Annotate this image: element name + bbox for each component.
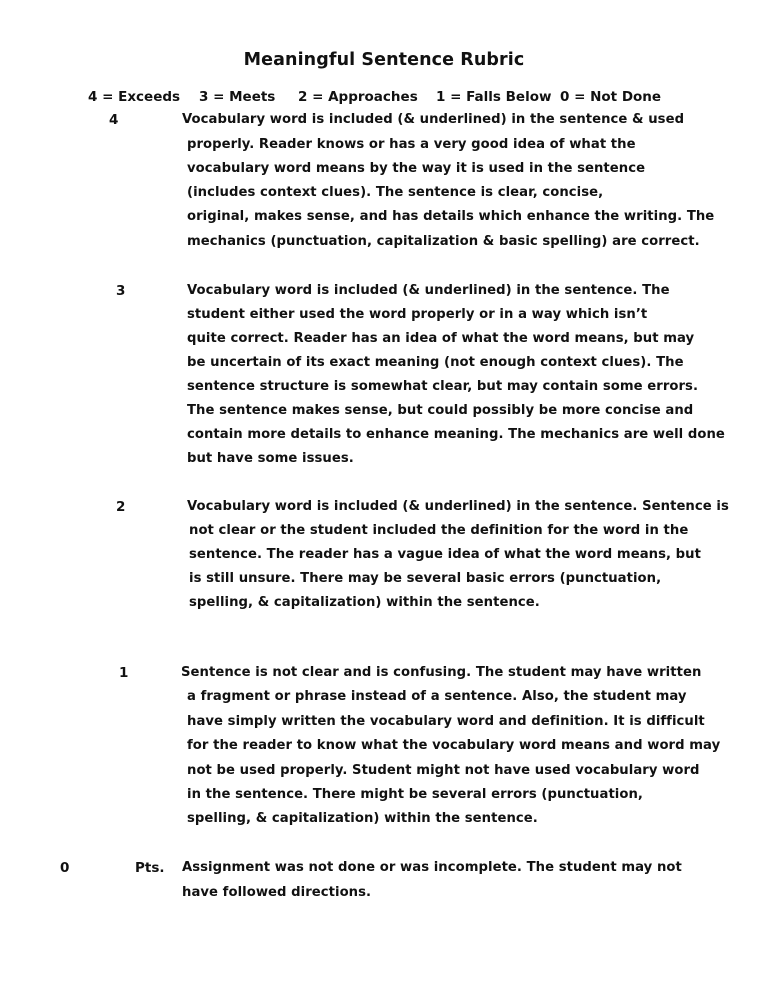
criteria-line: for the reader to know what the vocabulary word means and word may [187,738,721,753]
criteria-line: have followed directions. [182,885,372,900]
criteria-line: but have some issues. [187,451,354,466]
scale-falls-below: 1 = Falls Below [436,89,552,105]
criteria-line: sentence. The reader has a vague idea of what the word means, but [189,547,701,562]
criteria-line: Vocabulary word is included (& underlined) in the sentence. Sentence is [187,499,729,514]
criteria-line: in the sentence. There might be several errors (punctuation, [187,787,643,802]
scale-not-done: 0 = Not Done [560,89,662,105]
scale-meets: 3 = Meets [199,89,276,105]
scale-approaches: 2 = Approaches [298,89,418,105]
scale-exceeds: 4 = Exceeds [88,89,181,105]
score-label: 0 [60,860,70,876]
page-title: Meaningful Sentence Rubric [243,50,525,70]
criteria-line: sentence structure is somewhat clear, but may contain some errors. [187,379,699,394]
criteria-line: contain more details to enhance meaning. The mechanics are well done [187,427,725,442]
score-suffix: Pts. [135,860,165,876]
score-label: 2 [116,499,126,515]
criteria-line: Vocabulary word is included (& underlined) in the sentence. The [187,283,670,298]
criteria-line: not clear or the student included the definition for the word in the [189,523,689,538]
score-label: 1 [119,665,129,681]
criteria-line: quite correct. Reader has an idea of what the word means, but may [187,331,695,346]
criteria-line: Vocabulary word is included (& underlined) in the sentence & used [182,112,685,127]
criteria-line: Sentence is not clear and is confusing. The student may have written [181,665,702,680]
criteria-line: have simply written the vocabulary word and definition. It is difficult [187,714,705,729]
criteria-line: The sentence makes sense, but could possibly be more concise and [187,403,694,418]
criteria-line: a fragment or phrase instead of a sentence. Also, the student may [187,689,687,704]
criteria-line: original, makes sense, and has details which enhance the writing. The [187,209,715,224]
criteria-line: spelling, & capitalization) within the sentence. [189,595,540,610]
score-label: 3 [116,283,126,299]
criteria-line: spelling, & capitalization) within the sentence. [187,811,538,826]
criteria-line: Assignment was not done or was incomplete. The student may not [182,860,682,875]
criteria-line: student either used the word properly or in a way which isn’t [187,307,648,322]
criteria-line: not be used properly. Student might not have used vocabulary word [187,763,700,778]
criteria-line: mechanics (punctuation, capitalization & basic spelling) are correct. [187,234,700,249]
criteria-line: be uncertain of its exact meaning (not enough context clues). The [187,355,684,370]
criteria-line: (includes context clues). The sentence is clear, concise, [187,185,604,200]
criteria-line: is still unsure. There may be several basic errors (punctuation, [189,571,662,586]
rating-scale [0,89,768,109]
score-label: 4 [109,112,119,128]
criteria-line: vocabulary word means by the way it is used in the sentence [187,161,646,176]
criteria-line: properly. Reader knows or has a very good idea of what the [187,137,636,152]
